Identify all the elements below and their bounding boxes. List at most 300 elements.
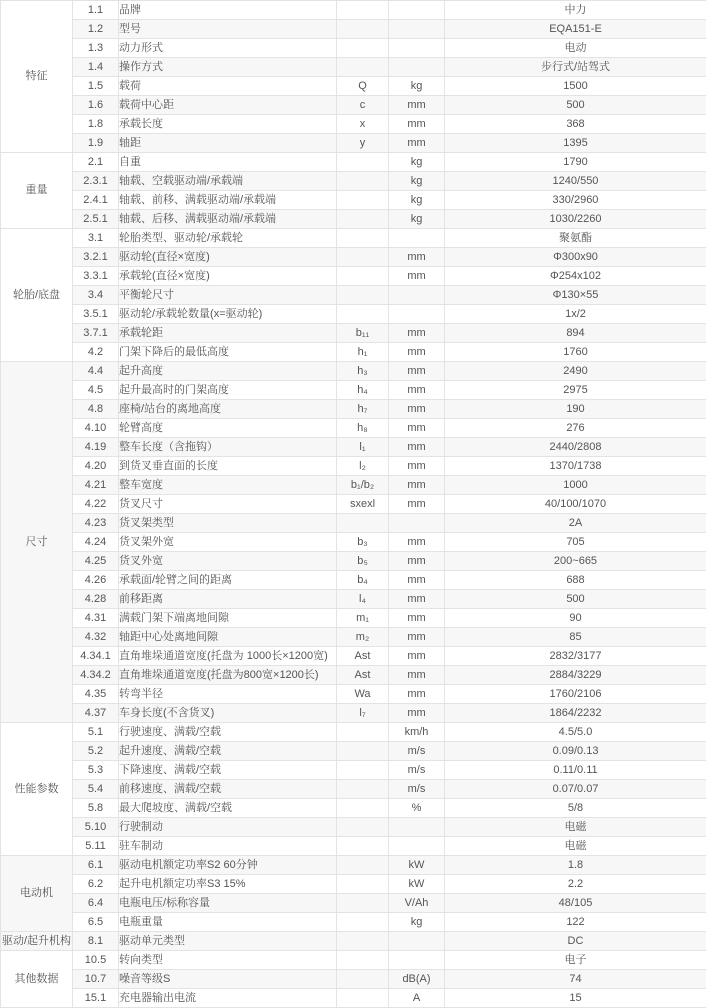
row-value: 步行式/站驾式	[445, 58, 706, 77]
row-name: 车身长度(不含货叉)	[119, 704, 337, 723]
row-unit	[389, 58, 445, 77]
row-value: 276	[445, 419, 706, 438]
row-value: 2975	[445, 381, 706, 400]
row-number: 4.31	[73, 609, 119, 628]
table-row	[1, 191, 706, 210]
row-symbol: m₁	[337, 609, 389, 628]
row-name: 平衡轮尺寸	[119, 286, 337, 305]
row-unit: mm	[389, 134, 445, 153]
table-row	[1, 20, 706, 39]
row-name: 货叉架外宽	[119, 533, 337, 552]
row-number: 3.5.1	[73, 305, 119, 324]
row-unit: mm	[389, 628, 445, 647]
row-name: 起升高度	[119, 362, 337, 381]
table-row	[1, 267, 706, 286]
row-value: 电子	[445, 951, 706, 970]
row-name: 起升电机额定功率S3 15%	[119, 875, 337, 894]
row-unit: mm	[389, 704, 445, 723]
row-value: 2440/2808	[445, 438, 706, 457]
row-symbol: x	[337, 115, 389, 134]
table-row	[1, 533, 706, 552]
row-value: 中力	[445, 1, 706, 20]
table-row	[1, 590, 706, 609]
table-row	[1, 381, 706, 400]
row-unit: mm	[389, 96, 445, 115]
row-symbol	[337, 780, 389, 799]
table-row	[1, 210, 706, 229]
row-name: 整车宽度	[119, 476, 337, 495]
row-number: 2.4.1	[73, 191, 119, 210]
row-unit: mm	[389, 685, 445, 704]
table-row	[1, 153, 706, 172]
row-name: 动力形式	[119, 39, 337, 58]
row-number: 6.5	[73, 913, 119, 932]
row-unit: mm	[389, 457, 445, 476]
row-name: 轴载、后移、满载驱动端/承载端	[119, 210, 337, 229]
row-symbol	[337, 210, 389, 229]
row-value: Φ254x102	[445, 267, 706, 286]
row-symbol	[337, 58, 389, 77]
row-symbol	[337, 514, 389, 533]
row-symbol	[337, 172, 389, 191]
row-symbol: Ast	[337, 647, 389, 666]
row-value: 2A	[445, 514, 706, 533]
row-number: 4.20	[73, 457, 119, 476]
row-number: 4.34.1	[73, 647, 119, 666]
row-value: 1.8	[445, 856, 706, 875]
row-number: 4.25	[73, 552, 119, 571]
table-row	[1, 552, 706, 571]
table-row	[1, 343, 706, 362]
row-unit: mm	[389, 647, 445, 666]
row-value: 688	[445, 571, 706, 590]
row-unit: mm	[389, 666, 445, 685]
table-row	[1, 609, 706, 628]
table-row	[1, 438, 706, 457]
row-symbol	[337, 20, 389, 39]
row-unit: A	[389, 989, 445, 1008]
table-row	[1, 913, 706, 932]
row-unit: mm	[389, 552, 445, 571]
table-row	[1, 799, 706, 818]
row-unit: mm	[389, 590, 445, 609]
row-name: 行驶制动	[119, 818, 337, 837]
row-name: 驱动轮(直径×宽度)	[119, 248, 337, 267]
group-label: 其他数据	[1, 951, 73, 1008]
row-symbol: sxexl	[337, 495, 389, 514]
row-unit: mm	[389, 400, 445, 419]
row-number: 4.10	[73, 419, 119, 438]
row-value: 0.07/0.07	[445, 780, 706, 799]
row-value: 368	[445, 115, 706, 134]
row-name: 驱动单元类型	[119, 932, 337, 951]
table-row	[1, 989, 706, 1008]
row-unit: mm	[389, 115, 445, 134]
row-symbol	[337, 951, 389, 970]
row-number: 4.8	[73, 400, 119, 419]
row-number: 1.9	[73, 134, 119, 153]
row-number: 5.10	[73, 818, 119, 837]
row-number: 5.11	[73, 837, 119, 856]
row-unit: kW	[389, 856, 445, 875]
row-unit	[389, 39, 445, 58]
row-name: 驻车制动	[119, 837, 337, 856]
row-symbol	[337, 913, 389, 932]
row-unit: kW	[389, 875, 445, 894]
row-value: 2832/3177	[445, 647, 706, 666]
row-number: 4.28	[73, 590, 119, 609]
specification-table-body	[1, 1, 706, 1008]
row-value: 48/105	[445, 894, 706, 913]
row-value: 1760	[445, 343, 706, 362]
row-number: 3.1	[73, 229, 119, 248]
row-number: 6.2	[73, 875, 119, 894]
row-name: 货叉架类型	[119, 514, 337, 533]
group-label: 电动机	[1, 856, 73, 932]
table-row	[1, 970, 706, 989]
row-number: 5.3	[73, 761, 119, 780]
row-number: 1.1	[73, 1, 119, 20]
row-number: 5.8	[73, 799, 119, 818]
row-number: 4.4	[73, 362, 119, 381]
table-row	[1, 742, 706, 761]
row-number: 4.22	[73, 495, 119, 514]
row-number: 3.3.1	[73, 267, 119, 286]
table-row	[1, 647, 706, 666]
row-symbol	[337, 1, 389, 20]
row-number: 6.4	[73, 894, 119, 913]
row-name: 起升最高时的门架高度	[119, 381, 337, 400]
row-number: 4.34.2	[73, 666, 119, 685]
row-value: 1000	[445, 476, 706, 495]
row-value: DC	[445, 932, 706, 951]
row-name: 行驶速度、满载/空载	[119, 723, 337, 742]
row-number: 1.6	[73, 96, 119, 115]
row-symbol: Wa	[337, 685, 389, 704]
table-row	[1, 305, 706, 324]
row-value: 聚氨酯	[445, 229, 706, 248]
row-number: 1.4	[73, 58, 119, 77]
row-unit: mm	[389, 438, 445, 457]
row-value: 74	[445, 970, 706, 989]
table-row	[1, 628, 706, 647]
table-row	[1, 115, 706, 134]
row-value: 1760/2106	[445, 685, 706, 704]
row-value: 电磁	[445, 837, 706, 856]
row-name: 电瓶电压/标称容量	[119, 894, 337, 913]
row-symbol	[337, 742, 389, 761]
row-unit: m/s	[389, 742, 445, 761]
row-symbol	[337, 875, 389, 894]
row-number: 6.1	[73, 856, 119, 875]
row-value: 122	[445, 913, 706, 932]
row-value: Φ300x90	[445, 248, 706, 267]
row-number: 5.1	[73, 723, 119, 742]
row-number: 4.32	[73, 628, 119, 647]
row-name: 自重	[119, 153, 337, 172]
row-number: 1.8	[73, 115, 119, 134]
row-unit: kg	[389, 153, 445, 172]
row-number: 2.1	[73, 153, 119, 172]
table-row	[1, 229, 706, 248]
table-row	[1, 761, 706, 780]
row-value: 0.11/0.11	[445, 761, 706, 780]
row-name: 座椅/站台的离地高度	[119, 400, 337, 419]
row-value: 500	[445, 96, 706, 115]
row-value: 2884/3229	[445, 666, 706, 685]
row-symbol	[337, 932, 389, 951]
row-number: 10.5	[73, 951, 119, 970]
row-value: 500	[445, 590, 706, 609]
row-name: 满载门架下端离地间隙	[119, 609, 337, 628]
row-value: 15	[445, 989, 706, 1008]
row-number: 4.24	[73, 533, 119, 552]
row-unit: mm	[389, 476, 445, 495]
row-unit: km/h	[389, 723, 445, 742]
group-label: 驱动/起升机构	[1, 932, 73, 951]
row-symbol: b₁/b₂	[337, 476, 389, 495]
table-row	[1, 951, 706, 970]
row-name: 品牌	[119, 1, 337, 20]
row-symbol: c	[337, 96, 389, 115]
row-symbol: b₁₁	[337, 324, 389, 343]
table-row	[1, 780, 706, 799]
row-name: 载荷	[119, 77, 337, 96]
row-symbol: h₈	[337, 419, 389, 438]
row-name: 载荷中心距	[119, 96, 337, 115]
table-row	[1, 723, 706, 742]
table-row	[1, 96, 706, 115]
table-row	[1, 400, 706, 419]
group-label: 性能参数	[1, 723, 73, 856]
row-symbol: l₁	[337, 438, 389, 457]
row-name: 转弯半径	[119, 685, 337, 704]
row-symbol	[337, 286, 389, 305]
row-symbol	[337, 153, 389, 172]
row-symbol: h₇	[337, 400, 389, 419]
row-name: 承载轮距	[119, 324, 337, 343]
row-value: 电磁	[445, 818, 706, 837]
group-label: 重量	[1, 153, 73, 229]
row-unit	[389, 305, 445, 324]
table-row	[1, 685, 706, 704]
row-name: 噪音等级S	[119, 970, 337, 989]
table-row	[1, 875, 706, 894]
row-unit: V/Ah	[389, 894, 445, 913]
row-unit: mm	[389, 495, 445, 514]
row-name: 轴距	[119, 134, 337, 153]
row-name: 门架下降后的最低高度	[119, 343, 337, 362]
row-name: 操作方式	[119, 58, 337, 77]
row-number: 1.2	[73, 20, 119, 39]
row-symbol: y	[337, 134, 389, 153]
row-name: 前移距离	[119, 590, 337, 609]
row-symbol	[337, 894, 389, 913]
row-unit: mm	[389, 343, 445, 362]
table-row	[1, 514, 706, 533]
row-value: 1240/550	[445, 172, 706, 191]
row-unit: %	[389, 799, 445, 818]
row-number: 4.5	[73, 381, 119, 400]
row-name: 轴载、空载驱动端/承载端	[119, 172, 337, 191]
row-value: Φ130×55	[445, 286, 706, 305]
table-row	[1, 932, 706, 951]
row-symbol	[337, 970, 389, 989]
row-name: 下降速度、满载/空载	[119, 761, 337, 780]
row-number: 1.3	[73, 39, 119, 58]
row-name: 驱动电机额定功率S2 60分钟	[119, 856, 337, 875]
row-value: 4.5/5.0	[445, 723, 706, 742]
row-unit	[389, 818, 445, 837]
row-name: 前移速度、满载/空载	[119, 780, 337, 799]
row-name: 轴距中心处离地间隙	[119, 628, 337, 647]
row-name: 最大爬坡度、满载/空载	[119, 799, 337, 818]
row-number: 3.7.1	[73, 324, 119, 343]
row-value: 2.2	[445, 875, 706, 894]
row-unit: kg	[389, 913, 445, 932]
row-name: 货叉外宽	[119, 552, 337, 571]
row-unit: mm	[389, 248, 445, 267]
table-row	[1, 39, 706, 58]
table-row	[1, 856, 706, 875]
row-unit: m/s	[389, 780, 445, 799]
row-symbol: h₁	[337, 343, 389, 362]
row-number: 1.5	[73, 77, 119, 96]
row-unit	[389, 1, 445, 20]
row-value: EQA151-E	[445, 20, 706, 39]
row-value: 电动	[445, 39, 706, 58]
row-symbol	[337, 229, 389, 248]
row-value: 705	[445, 533, 706, 552]
table-row	[1, 457, 706, 476]
row-name: 直角堆垛通道宽度(托盘为 1000长×1200宽)	[119, 647, 337, 666]
row-unit: kg	[389, 77, 445, 96]
row-name: 承载轮(直径×宽度)	[119, 267, 337, 286]
row-value: 1370/1738	[445, 457, 706, 476]
row-name: 承载长度	[119, 115, 337, 134]
row-unit: kg	[389, 191, 445, 210]
row-name: 到货叉垂直面的长度	[119, 457, 337, 476]
row-symbol	[337, 191, 389, 210]
row-name: 轴载、前移、满载驱动端/承载端	[119, 191, 337, 210]
row-number: 4.35	[73, 685, 119, 704]
table-row	[1, 362, 706, 381]
row-name: 充电器输出电流	[119, 989, 337, 1008]
table-row	[1, 894, 706, 913]
table-row	[1, 571, 706, 590]
row-symbol: l₄	[337, 590, 389, 609]
row-unit: mm	[389, 419, 445, 438]
row-name: 电瓶重量	[119, 913, 337, 932]
row-unit	[389, 837, 445, 856]
row-value: 330/2960	[445, 191, 706, 210]
row-name: 整车长度（含拖钩）	[119, 438, 337, 457]
row-number: 3.4	[73, 286, 119, 305]
row-symbol: b₃	[337, 533, 389, 552]
table-row	[1, 248, 706, 267]
row-number: 4.23	[73, 514, 119, 533]
row-number: 4.19	[73, 438, 119, 457]
table-row	[1, 286, 706, 305]
row-symbol	[337, 799, 389, 818]
row-unit: mm	[389, 533, 445, 552]
row-unit	[389, 229, 445, 248]
row-value: 85	[445, 628, 706, 647]
row-value: 1x/2	[445, 305, 706, 324]
row-value: 40/100/1070	[445, 495, 706, 514]
row-name: 起升速度、满载/空载	[119, 742, 337, 761]
row-value: 1395	[445, 134, 706, 153]
table-row	[1, 818, 706, 837]
row-symbol	[337, 39, 389, 58]
row-symbol	[337, 267, 389, 286]
table-row	[1, 172, 706, 191]
table-row	[1, 476, 706, 495]
row-symbol: b₅	[337, 552, 389, 571]
row-value: 2490	[445, 362, 706, 381]
row-name: 直角堆垛通道宽度(托盘为800宽×1200长)	[119, 666, 337, 685]
row-number: 5.4	[73, 780, 119, 799]
row-unit: mm	[389, 267, 445, 286]
table-row	[1, 1, 706, 20]
row-number: 5.2	[73, 742, 119, 761]
row-name: 驱动轮/承载轮数量(x=驱动轮)	[119, 305, 337, 324]
row-number: 8.1	[73, 932, 119, 951]
row-symbol	[337, 761, 389, 780]
row-symbol	[337, 856, 389, 875]
row-unit: mm	[389, 571, 445, 590]
table-row	[1, 666, 706, 685]
row-unit	[389, 932, 445, 951]
row-symbol: Ast	[337, 666, 389, 685]
row-number: 10.7	[73, 970, 119, 989]
row-unit: mm	[389, 362, 445, 381]
table-row	[1, 419, 706, 438]
row-number: 15.1	[73, 989, 119, 1008]
row-value: 90	[445, 609, 706, 628]
row-unit: mm	[389, 324, 445, 343]
table-row	[1, 134, 706, 153]
row-name: 型号	[119, 20, 337, 39]
row-number: 4.21	[73, 476, 119, 495]
row-unit: kg	[389, 210, 445, 229]
row-unit: m/s	[389, 761, 445, 780]
row-symbol: l₇	[337, 704, 389, 723]
table-row	[1, 58, 706, 77]
group-label: 特征	[1, 1, 73, 153]
row-unit	[389, 951, 445, 970]
row-symbol	[337, 989, 389, 1008]
row-value: 0.09/0.13	[445, 742, 706, 761]
table-row	[1, 324, 706, 343]
table-row	[1, 77, 706, 96]
row-symbol: Q	[337, 77, 389, 96]
group-label: 轮胎/底盘	[1, 229, 73, 362]
row-symbol: h₄	[337, 381, 389, 400]
table-row	[1, 837, 706, 856]
row-unit: dB(A)	[389, 970, 445, 989]
row-number: 2.5.1	[73, 210, 119, 229]
row-number: 4.26	[73, 571, 119, 590]
row-symbol	[337, 818, 389, 837]
table-row	[1, 495, 706, 514]
row-number: 4.2	[73, 343, 119, 362]
row-value: 200~665	[445, 552, 706, 571]
row-symbol	[337, 248, 389, 267]
group-label: 尺寸	[1, 362, 73, 723]
row-unit	[389, 286, 445, 305]
row-unit: kg	[389, 172, 445, 191]
